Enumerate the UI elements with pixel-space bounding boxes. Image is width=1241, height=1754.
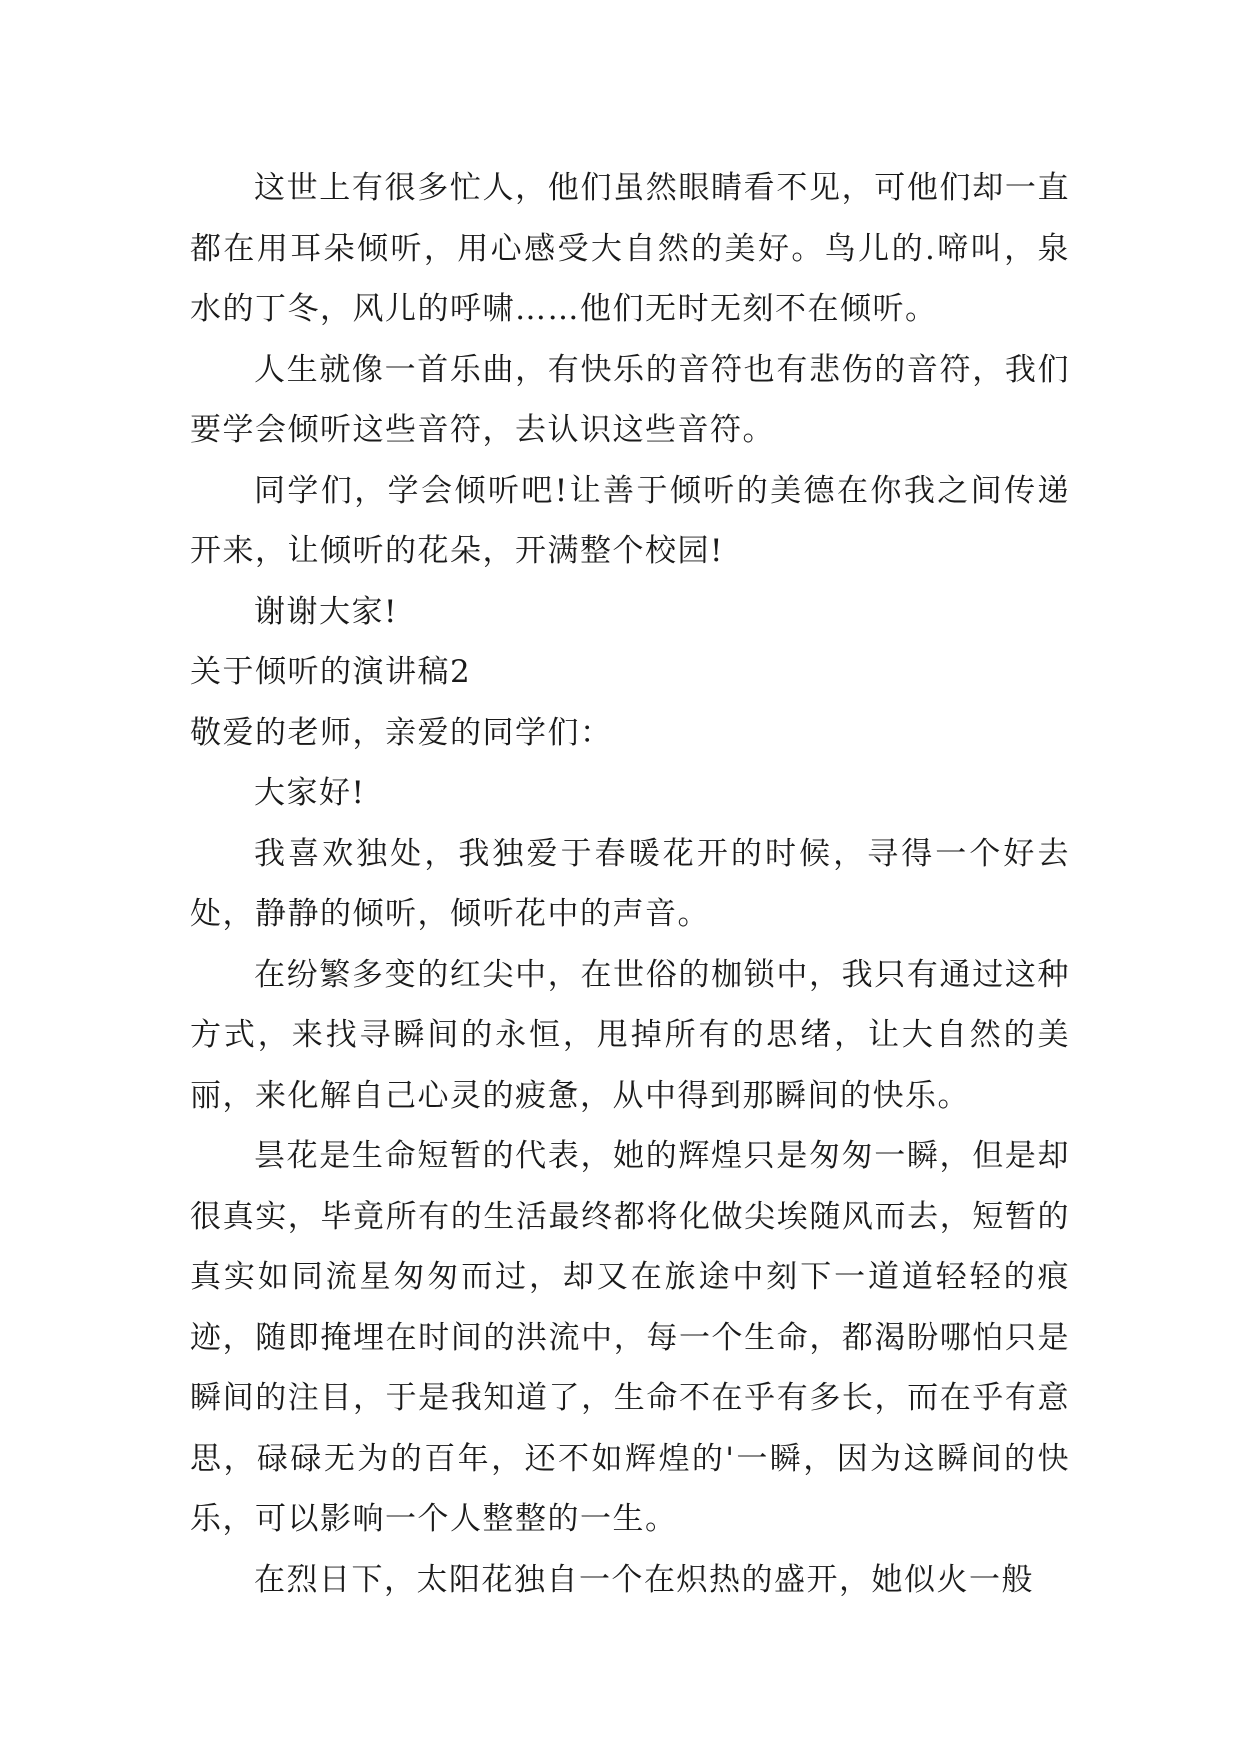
section-title: 关于倾听的演讲稿2 xyxy=(190,654,472,690)
salutation: 敬爱的老师，亲爱的同学们： xyxy=(190,714,613,751)
paragraph-eternal-moment: 在纷繁多变的红尖中，在世俗的枷锁中，我只有通过这种方式，来找寻瞬间的永恒，甩掉所有的思绪，让大自然的美丽，来化解自己心灵的疲惫，从中得到那瞬间的快乐。 xyxy=(190,956,1070,1114)
document-body xyxy=(190,158,1070,1610)
paragraph-blind-listeners: 这世上有很多忙人，他们虽然眼睛看不见，可他们却一直都在用耳朵倾听，用心感受大自然的美好。鸟儿的.啼叫，泉水的丁冬，风儿的呼啸……他们无时无刻不在倾听。 xyxy=(190,170,1070,327)
paragraph-sunflower: 在烈日下，太阳花独自一个在炽热的盛开，她似火一般 xyxy=(254,1561,1034,1598)
paragraph-thanks: 谢谢大家! xyxy=(254,593,398,630)
paragraph-greeting: 大家好! xyxy=(254,775,366,811)
paragraph-epiphyllum: 昙花是生命短暂的代表，她的辉煌只是匆匆一瞬，但是却很真实，毕竟所有的生活最终都将化做尖埃随风而去，短暂的真实如同流星匆匆而过，却又在旅途中刻下一道道轻轻的痕迹，随即掩埋在时间的洪流中，每一个生命，都渴盼哪怕只是瞬间的注目，于是我知道了，生命不在乎有多长，而在乎有意思，碌碌无为的百年，还不如辉煌的'一瞬，因为这瞬间的快乐，可以影响一个人整整的一生。 xyxy=(190,1138,1070,1537)
paragraph-life-music: 人生就像一首乐曲，有快乐的音符也有悲伤的音符，我们要学会倾听这些音符，去认识这些音符。 xyxy=(190,351,1070,448)
paragraph-solitude: 我喜欢独处，我独爱于春暖花开的时候，寻得一个好去处，静静的倾听，倾听花中的声音。 xyxy=(190,835,1070,932)
paragraph-call-to-listen: 同学们，学会倾听吧!让善于倾听的美德在你我之间传递开来，让倾听的花朵，开满整个校园! xyxy=(190,472,1070,569)
